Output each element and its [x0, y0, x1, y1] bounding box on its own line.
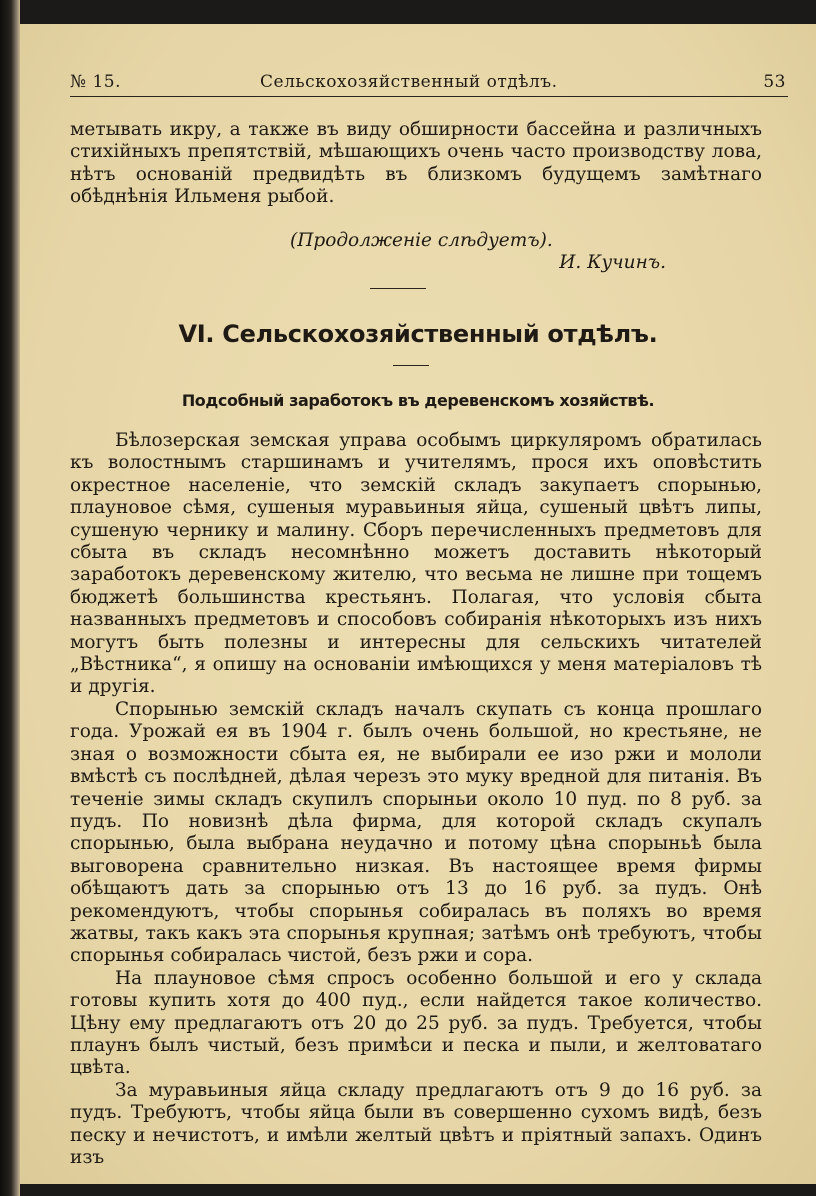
- book-spine: [0, 0, 20, 1196]
- continuation-block: [70, 119, 762, 209]
- header-title: Сельскохозяйственный отдѣлъ.: [260, 72, 558, 92]
- body-paragraph: Спорынью земскiй складъ началъ скупать съ конца прошлаго года. Урожай ея въ 1904 г. былъ очень большой, но крестьяне, не зная о возможности сбыта ея, не выбирали ее изо ржи и мололи вмѣстѣ съ послѣдней, дѣлая черезъ это муку вредной для питанiя. Въ теченiе зимы складъ скупилъ спорыньи около 10 пуд. по 8 руб. за пудъ. По новизнѣ дѣла фирма, для которой складъ скупалъ спорынью, была выбрана неудачно и потому цѣна спорыньѣ была выговорена сравнительно низкая. Въ настоящее время фирмы обѣщаютъ дать за спорынью отъ 13 до 16 руб. за пудъ. Онѣ рекомендуютъ, чтобы спорынья собиралась въ поляхъ во время жатвы, такъ какъ эта спорынья крупная; затѣмъ онѣ требуютъ, чтобы спорынья собиралась чистой, безъ ржи и сора.: [70, 698, 762, 967]
- header-rule: [70, 96, 788, 97]
- continued-note: (Продолженiе слѣдуетъ).: [290, 230, 553, 251]
- separator-rule: [370, 288, 426, 289]
- body-paragraph: Бѣлозерская земская управа особымъ циркуляромъ обратилась къ волостнымъ старшинамъ и учителямъ, прося ихъ оповѣстить окрестное населенiе, что земскiй складъ закупаетъ спорынью, плауновое сѣмя, сушеныя муравьиныя яйца, сушеный цвѣтъ липы, сушеную чернику и малину. Сборъ перечисленныхъ предметовъ для сбыта въ складъ несомнѣнно можетъ доставить нѣкоторый заработокъ деревенскому жителю, что весьма не лишне при тощемъ бюджетѣ большинства крестьянъ. Полагая, что условiя сбыта названныхъ предметовъ и способовъ собиранiя нѣкоторыхъ изъ нихъ могутъ быть полезны и интересны для сельскихъ читателей „Вѣстника“, я опишу на основанiи имѣющихся у меня матерiаловъ тѣ и другiя.: [70, 430, 762, 698]
- issue-number: № 15.: [70, 72, 122, 92]
- author-signature: И. Кучинъ.: [559, 252, 666, 273]
- article-body: [70, 430, 762, 1169]
- continuation-paragraph: метывать икру, а также въ виду обширности бассейна и различныхъ стихiйныхъ препятствiй, мѣшающихъ очень часто производству лова, нѣтъ основанiй предвидѣть въ близкомъ будущемъ замѣтнаго обѣднѣнiя Ильменя рыбой.: [70, 119, 762, 208]
- body-paragraph: За муравьиныя яйца складу предлагаютъ отъ 9 до 16 руб. за пудъ. Требуютъ, чтобы яйца были въ совершенно сухомъ видѣ, безъ песку и нечистотъ, и имѣли желтый цвѣтъ и прiятный запахъ. Одинъ изъ: [70, 1079, 762, 1168]
- section-separator-rule: [393, 365, 429, 366]
- book-page: [20, 24, 816, 1184]
- body-paragraph: На плауновое сѣмя спросъ особенно большой и его у склада готовы купить хотя до 400 пуд., если найдется такое количество. Цѣну ему предлагаютъ отъ 20 до 25 руб. за пудъ. Требуется, чтобы плаунъ былъ чистый, безъ примѣси и песка и пыли, и желтоватаго цвѣта.: [70, 967, 762, 1079]
- article-title: Подсобный заработокъ въ деревенскомъ хозяйствѣ.: [181, 391, 655, 410]
- page-number: 53: [763, 72, 786, 92]
- section-title: VI. Сельскохозяйственный отдѣлъ.: [178, 320, 658, 348]
